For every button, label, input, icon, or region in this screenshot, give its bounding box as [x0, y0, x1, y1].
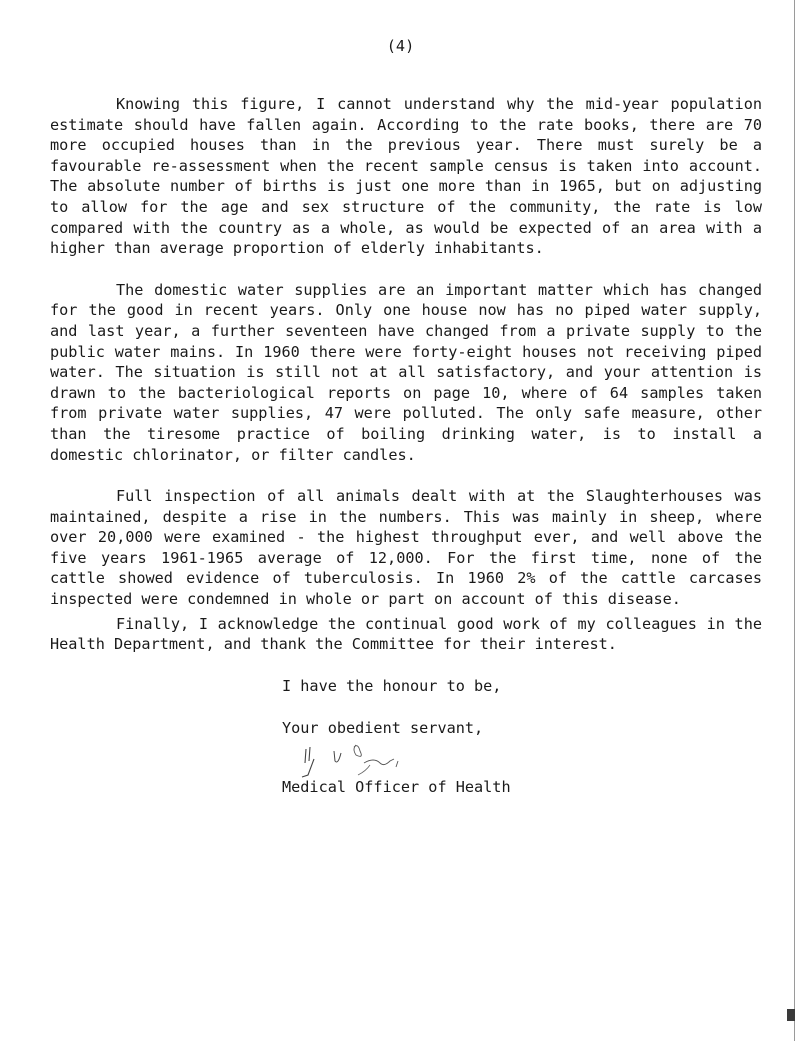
- paragraph-acknowledgement: Finally, I acknowledge the continual good work of my colleagues in the Health Department, and thank the Committee for their interest.: [50, 614, 762, 654]
- paragraph-population: Knowing this figure, I cannot understand why the mid-year population estimate should have fallen again. According to the rate books, there are 70 more occupied houses than in the previous year. There must surely be a favourable re-assessment when the recent sample census is taken into account. The absolute number of births is just one more than in 1965, but on adjusting to allow for the age and sex structure of the community, the rate is low compared with the country as a whole, as would be expected of an area with a higher than average proportion of elderly inhabitants.: [50, 95, 762, 258]
- servant-line: Your obedient servant,: [282, 719, 484, 738]
- paragraph-water-supplies: The domestic water supplies are an important matter which has changed for the good in recent years. Only one house now has no piped water supply, and last year, a further seventeen have changed from a private supply to the public water mains. In 1960 there were forty-eight houses not receiving piped water. The situation is still not at all satisfactory, and your attention is drawn to the bacteriological reports on page 10, where of 64 samples taken from private water supplies, 47 were polluted. The only safe measure, other than the tiresome practice of boiling drinking water, is to install a domestic chlorinator, or filter candles.: [50, 280, 762, 464]
- officer-title: Medical Officer of Health: [282, 778, 511, 797]
- paragraph-slaughterhouses: Full inspection of all animals dealt with at the Slaughterhouses was maintained, despite a rise in the numbers. This was mainly in sheep, where over 20,000 were examined - the highest throughput ever, and well above the five years 1961-1965 average of 12,000. For the first time, none of the cattle showed evidence of tuberculosis. In 1960 2% of the cattle carcases inspected were condemned in whole or part on account of this disease.: [50, 487, 762, 609]
- signature-icon: [50, 741, 434, 781]
- corner-mark: [787, 1009, 795, 1021]
- page-edge-line: [794, 0, 795, 1041]
- letter-body: [50, 94, 762, 798]
- closing-line: I have the honour to be,: [282, 676, 502, 695]
- page-number: (4): [386, 37, 415, 55]
